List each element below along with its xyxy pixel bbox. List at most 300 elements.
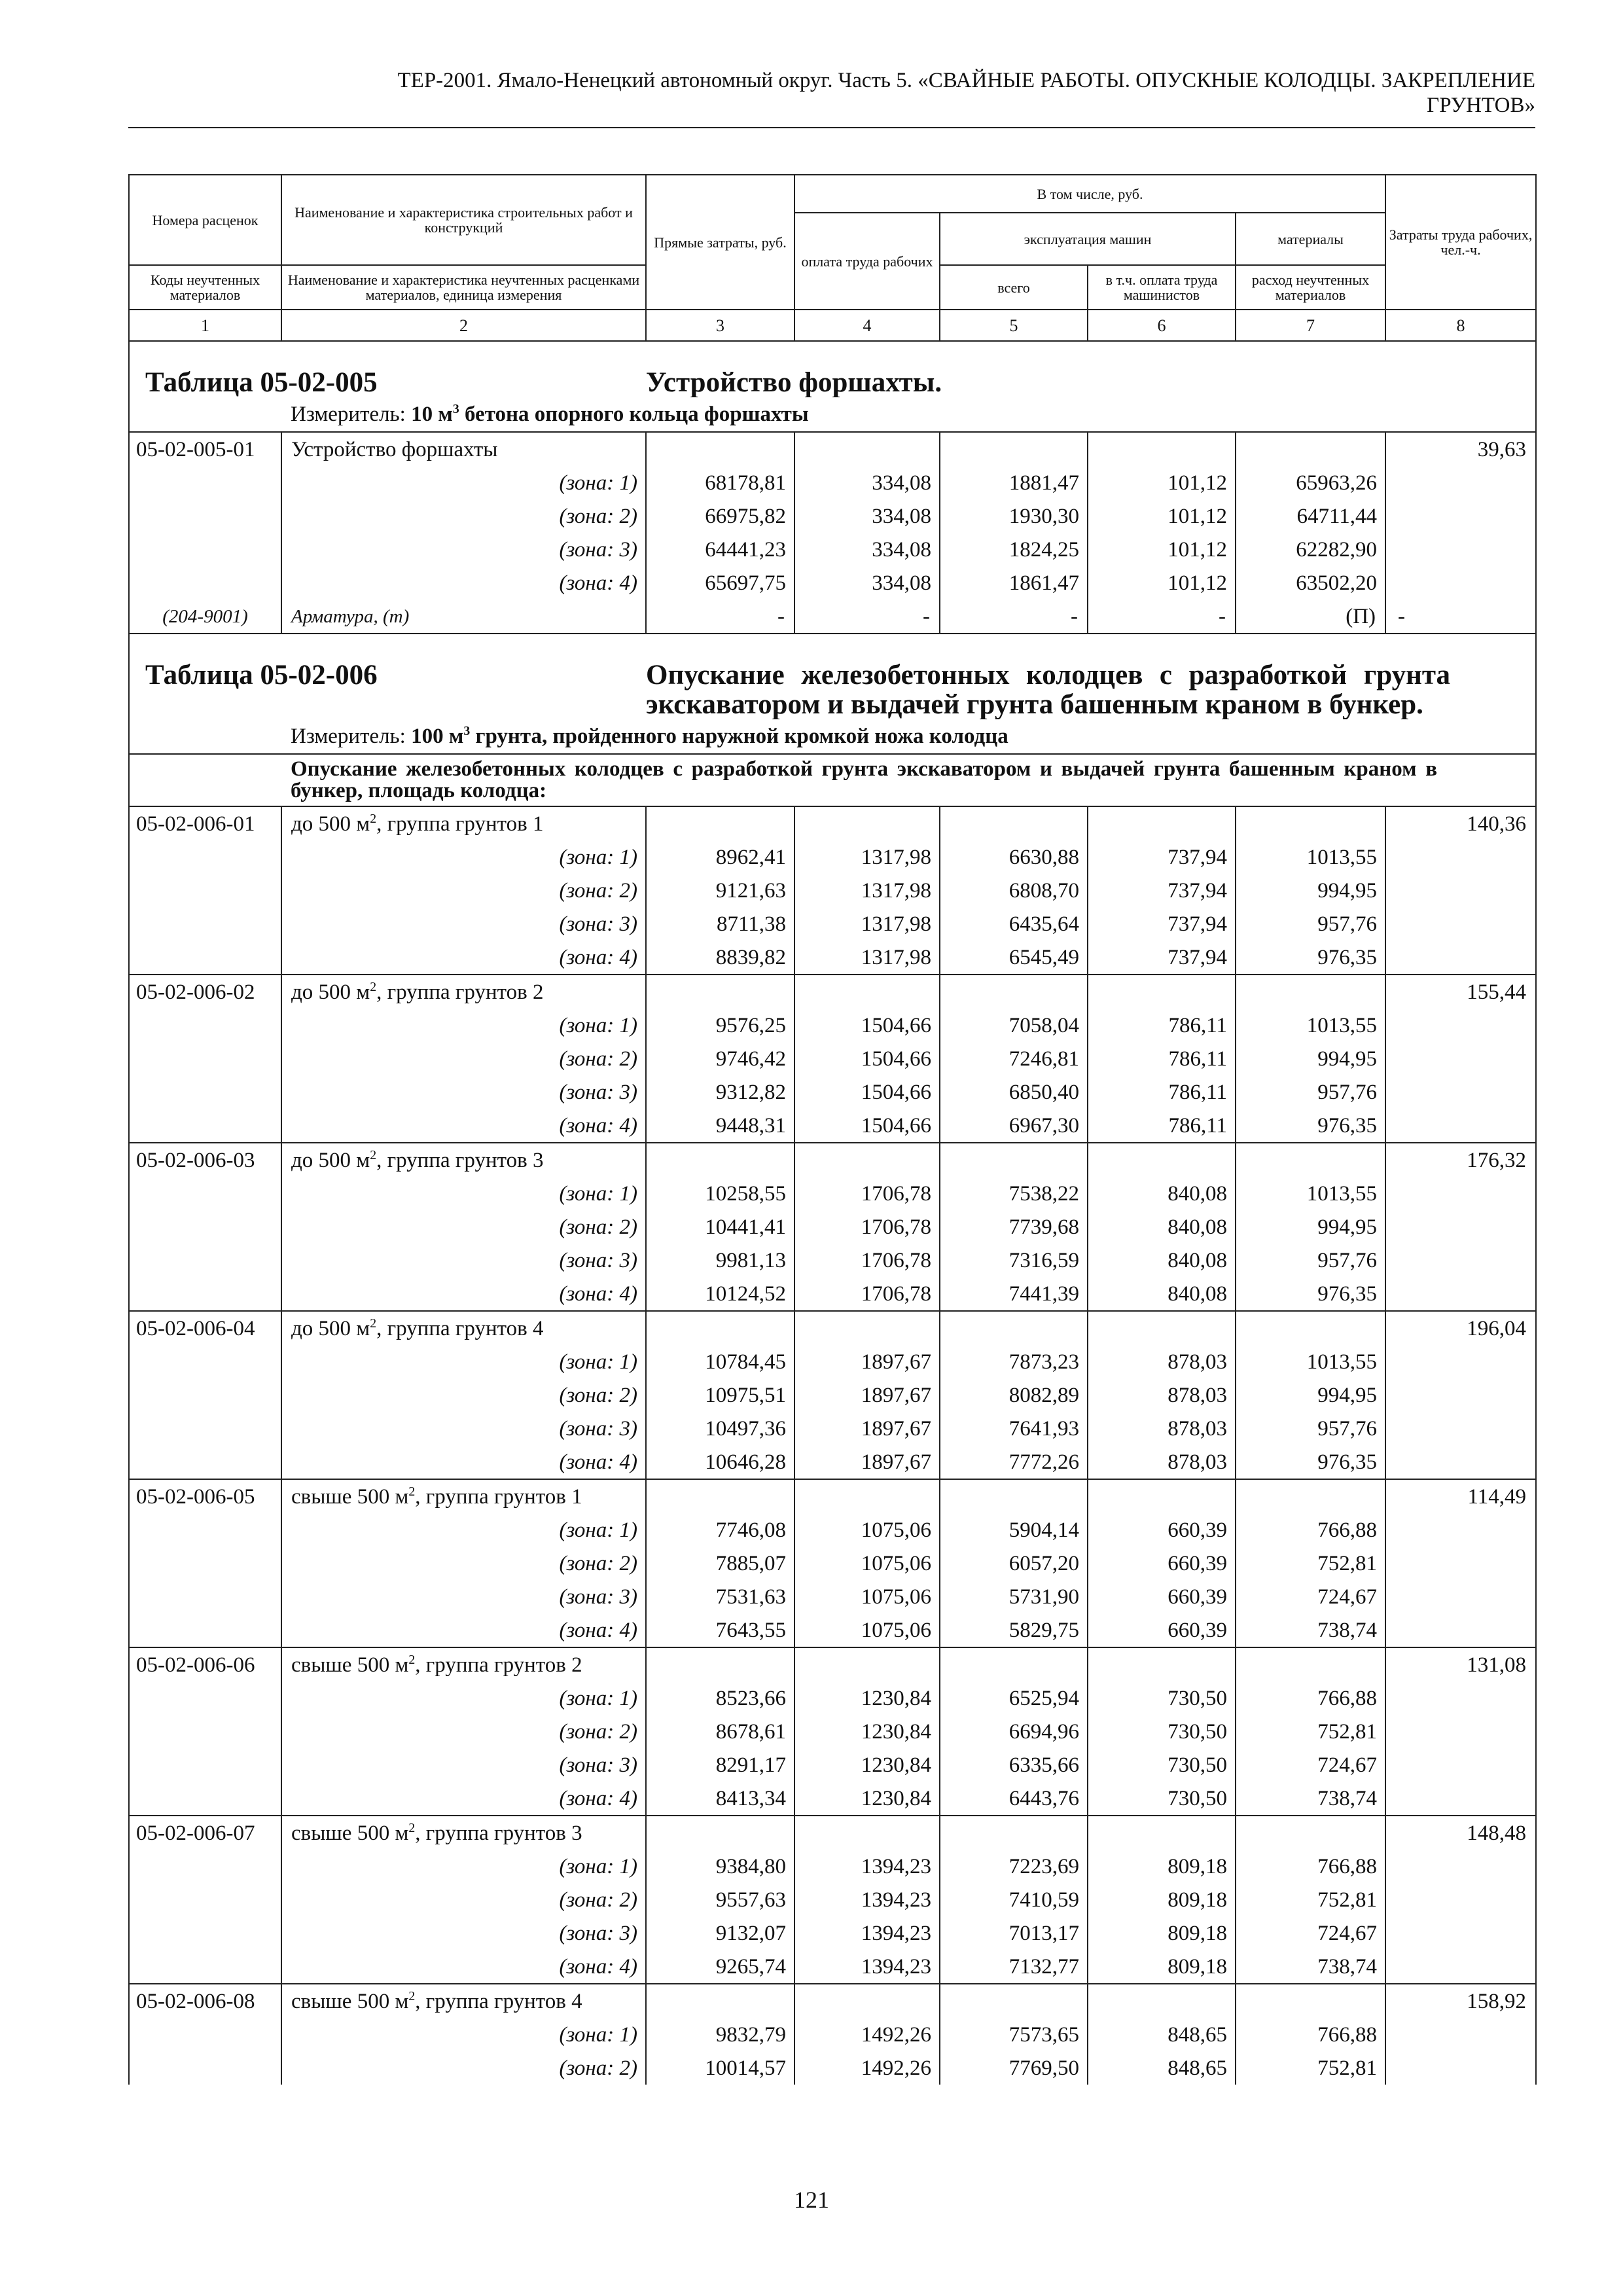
operator-wages: 809,18 [1088,1950,1236,1984]
material-labor: - [1385,600,1536,634]
worker-wages: 334,08 [794,466,940,499]
direct-cost: 64441,23 [646,533,794,566]
empty-cell [1236,806,1385,840]
worker-wages: 1504,66 [794,1009,940,1042]
item-name [281,806,646,840]
rate-code: 05-02-006-06 [129,1647,281,1681]
rate-code: 05-02-006-02 [129,975,281,1009]
materials-cost: 1013,55 [1236,1177,1385,1210]
empty-cell [129,907,281,941]
machine-cost: 1881,47 [940,466,1088,499]
empty-cell [940,1143,1088,1177]
direct-cost: 10646,28 [646,1445,794,1479]
item-name-sup: 2 [408,1652,416,1667]
machine-cost: 1861,47 [940,566,1088,600]
materials-cost: 64711,44 [1236,499,1385,533]
materials-cost: 766,88 [1236,2018,1385,2051]
empty-cell [1385,1244,1536,1277]
zone-label: (зона: 2) [281,1547,646,1580]
direct-cost: 8413,34 [646,1782,794,1816]
empty-cell [1236,1816,1385,1850]
zone-row [129,1547,1536,1580]
rate-code: 05-02-006-05 [129,1479,281,1513]
header-rule [128,127,1535,128]
empty-cell [129,2051,281,2085]
operator-wages: 101,12 [1088,533,1236,566]
empty-cell [129,1916,281,1950]
machine-cost: 7772,26 [940,1445,1088,1479]
zone-label: (зона: 2) [281,1210,646,1244]
empty-cell [1385,1277,1536,1311]
empty-cell [1236,1647,1385,1681]
direct-cost: 8523,66 [646,1681,794,1715]
zone-row [129,1513,1536,1547]
empty-cell [646,1479,794,1513]
labor-cost: 158,92 [1385,1984,1536,2018]
operator-wages: 730,50 [1088,1715,1236,1748]
zone-label: (зона: 2) [281,874,646,907]
direct-cost: 9832,79 [646,2018,794,2051]
empty-cell [129,1850,281,1883]
empty-cell [129,466,281,499]
zone-label: (зона: 3) [281,1412,646,1445]
zone-label: (зона: 1) [281,1850,646,1883]
materials-cost: 724,67 [1236,1748,1385,1782]
machine-cost: 7246,81 [940,1042,1088,1075]
zone-label: (зона: 2) [281,1378,646,1412]
materials-cost: 976,35 [1236,1277,1385,1311]
empty-cell [129,397,281,432]
item-row [129,806,1536,840]
operator-wages: 101,12 [1088,466,1236,499]
empty-cell [646,806,794,840]
item-row [129,1816,1536,1850]
operator-wages: 660,39 [1088,1613,1236,1647]
empty-cell [646,1311,794,1345]
zone-label: (зона: 2) [281,499,646,533]
empty-cell [1088,432,1236,466]
empty-cell [1385,1883,1536,1916]
operator-wages: 840,08 [1088,1177,1236,1210]
worker-wages: 1897,67 [794,1378,940,1412]
empty-cell [129,874,281,907]
worker-wages: 1706,78 [794,1177,940,1210]
empty-cell [129,566,281,600]
labor-cost: 176,32 [1385,1143,1536,1177]
zone-row [129,1210,1536,1244]
operator-wages: 809,18 [1088,1850,1236,1883]
item-row [129,1479,1536,1513]
zone-row [129,1883,1536,1916]
materials-header: материалы [1236,213,1385,265]
zone-row [129,1075,1536,1109]
worker-wages: 1897,67 [794,1345,940,1378]
machine-cost: 8082,89 [940,1378,1088,1412]
table-title: Опускание железобетонных колодцев с разработкой грунта экскаватором и выдачей грунта башенным краном в бункер. [646,634,1536,719]
empty-cell [129,1277,281,1311]
item-name-text: , группа грунтов 4 [415,1989,582,2013]
item-name-sup: 2 [408,1988,416,2003]
empty-cell [129,1378,281,1412]
direct-cost: 10014,57 [646,2051,794,2085]
empty-cell [129,1580,281,1613]
machine-cost: 6057,20 [940,1547,1088,1580]
empty-cell [129,1412,281,1445]
zone-label: (зона: 1) [281,466,646,499]
zone-row [129,1950,1536,1984]
direct-cost: 9312,82 [646,1075,794,1109]
direct-cost: 10441,41 [646,1210,794,1244]
item-name-text: Устройство форшахты [291,437,498,461]
empty-cell [1385,566,1536,600]
item-name-text: до 500 м [291,1316,370,1340]
empty-cell [1088,975,1236,1009]
operator-wages: 848,65 [1088,2018,1236,2051]
labor-cost: 114,49 [1385,1479,1536,1513]
column-number: 6 [1088,310,1236,341]
col5-header: всего [940,265,1088,310]
material-code: (204-9001) [129,600,281,634]
item-name [281,432,646,466]
materials-cost: 766,88 [1236,1850,1385,1883]
direct-cost: 7643,55 [646,1613,794,1647]
empty-cell [1385,1681,1536,1715]
empty-cell [794,1311,940,1345]
zone-row [129,1042,1536,1075]
header-row-top [129,175,1536,213]
empty-cell [129,1042,281,1075]
worker-wages: 1230,84 [794,1681,940,1715]
labor-cost: 39,63 [1385,432,1536,466]
empty-cell [646,1816,794,1850]
machine-cost: 7538,22 [940,1177,1088,1210]
item-row [129,432,1536,466]
zone-row [129,907,1536,941]
machine-cost: 6808,70 [940,874,1088,907]
zone-label: (зона: 1) [281,840,646,874]
zone-label: (зона: 1) [281,2018,646,2051]
item-row [129,1984,1536,2018]
zone-label: (зона: 3) [281,907,646,941]
machine-cost: 6335,66 [940,1748,1088,1782]
machine-cost: 5829,75 [940,1613,1088,1647]
empty-cell [1385,466,1536,499]
worker-wages: 1504,66 [794,1042,940,1075]
operator-wages: 737,94 [1088,840,1236,874]
operator-wages: 878,03 [1088,1412,1236,1445]
zone-label: (зона: 2) [281,1042,646,1075]
zone-label: (зона: 4) [281,1109,646,1143]
operator-wages: 786,11 [1088,1109,1236,1143]
worker-wages: 334,08 [794,533,940,566]
worker-wages: 1230,84 [794,1748,940,1782]
measure-unit-a: 10 м [411,402,453,426]
direct-cost: 10784,45 [646,1345,794,1378]
materials-cost: 63502,20 [1236,566,1385,600]
zone-row [129,566,1536,600]
materials-cost: 957,76 [1236,1244,1385,1277]
empty-cell [794,432,940,466]
operator-wages: 660,39 [1088,1580,1236,1613]
zone-row [129,1177,1536,1210]
empty-cell [1385,1109,1536,1143]
direct-cost: 7746,08 [646,1513,794,1547]
direct-cost: 9132,07 [646,1916,794,1950]
col7-header: расход неучтенных материалов [1236,265,1385,310]
item-row [129,1311,1536,1345]
empty-cell [129,1345,281,1378]
empty-cell [129,1009,281,1042]
operator-wages: 101,12 [1088,566,1236,600]
material-value: (П) [1236,600,1385,634]
empty-cell [129,840,281,874]
materials-cost: 65963,26 [1236,466,1385,499]
item-name-sup: 2 [408,1820,416,1835]
worker-wages: 1394,23 [794,1916,940,1950]
zone-row [129,1748,1536,1782]
empty-cell [1385,1547,1536,1580]
empty-cell [1385,1850,1536,1883]
zone-row [129,533,1536,566]
empty-cell [1385,1513,1536,1547]
empty-cell [129,1883,281,1916]
zone-label: (зона: 3) [281,1580,646,1613]
zone-row [129,2051,1536,2085]
empty-cell [1385,874,1536,907]
item-name-text: свыше 500 м [291,1989,409,2013]
empty-cell [646,975,794,1009]
empty-cell [1385,1345,1536,1378]
measure-unit-b: грунта, пройденного наружной кромкой ножа колодца [470,724,1008,748]
item-name [281,1143,646,1177]
empty-cell [1088,806,1236,840]
measure-row [129,719,1536,754]
materials-cost: 724,67 [1236,1916,1385,1950]
machine-cost: 6545,49 [940,941,1088,975]
empty-cell [1236,432,1385,466]
machine-cost: 5904,14 [940,1513,1088,1547]
empty-cell [129,1244,281,1277]
materials-cost: 752,81 [1236,1547,1385,1580]
empty-cell [129,1177,281,1210]
item-name-text: , группа грунтов 1 [415,1484,582,1509]
worker-wages: 1492,26 [794,2018,940,2051]
measure-row [129,397,1536,432]
materials-cost: 724,67 [1236,1580,1385,1613]
direct-cost: 8291,17 [646,1748,794,1782]
direct-cost: 10124,52 [646,1277,794,1311]
empty-cell [1236,1479,1385,1513]
operator-wages: 840,08 [1088,1210,1236,1244]
measure-unit-sup: 3 [463,723,471,738]
materials-cost: 976,35 [1236,1445,1385,1479]
col1-header-bottom: Коды неучтенных материалов [129,265,281,310]
worker-wages: 1492,26 [794,2051,940,2085]
zone-row [129,941,1536,975]
empty-cell [1088,1816,1236,1850]
worker-wages: 1897,67 [794,1445,940,1479]
worker-wages: 1317,98 [794,907,940,941]
zone-label: (зона: 3) [281,1244,646,1277]
operator-wages: 809,18 [1088,1883,1236,1916]
empty-cell [1236,975,1385,1009]
worker-wages: 1706,78 [794,1277,940,1311]
empty-cell [129,1513,281,1547]
empty-cell [646,432,794,466]
materials-cost: 62282,90 [1236,533,1385,566]
machine-cost: 6630,88 [940,840,1088,874]
zone-row [129,1378,1536,1412]
operator-wages: 660,39 [1088,1547,1236,1580]
item-row [129,1647,1536,1681]
materials-cost: 957,76 [1236,1412,1385,1445]
empty-cell [940,975,1088,1009]
measure-unit-sup: 3 [452,401,459,416]
direct-cost: 66975,82 [646,499,794,533]
machine-cost: 6850,40 [940,1075,1088,1109]
labor-cost: 148,48 [1385,1816,1536,1850]
column-number: 1 [129,310,281,341]
material-value: - [940,600,1088,634]
empty-cell [129,1210,281,1244]
item-name-text: , группа грунтов 1 [376,812,544,836]
operator-wages: 737,94 [1088,907,1236,941]
direct-cost: 9557,63 [646,1883,794,1916]
zone-row [129,2018,1536,2051]
item-row [129,1143,1536,1177]
rate-code: 05-02-006-08 [129,1984,281,2018]
rate-code: 05-02-006-03 [129,1143,281,1177]
empty-cell [646,1984,794,2018]
direct-cost: 10975,51 [646,1378,794,1412]
item-name-text: до 500 м [291,980,370,1004]
empty-cell [1385,1613,1536,1647]
empty-cell [129,1681,281,1715]
empty-cell [1385,1715,1536,1748]
empty-cell [794,1984,940,2018]
machine-cost: 7573,65 [940,2018,1088,2051]
item-name-text: свыше 500 м [291,1821,409,1845]
zone-label: (зона: 4) [281,1445,646,1479]
rates-table [128,174,1537,2085]
materials-cost: 738,74 [1236,1950,1385,1984]
empty-cell [129,499,281,533]
operator-wages: 737,94 [1088,874,1236,907]
empty-cell [940,1816,1088,1850]
materials-cost: 738,74 [1236,1613,1385,1647]
zone-row [129,1277,1536,1311]
machine-cost: 7132,77 [940,1950,1088,1984]
empty-cell [1385,1916,1536,1950]
empty-cell [129,1950,281,1984]
zone-row [129,1580,1536,1613]
empty-cell [1385,1210,1536,1244]
empty-cell [940,432,1088,466]
labor-cost: 196,04 [1385,1311,1536,1345]
worker-wages: 1504,66 [794,1109,940,1143]
direct-cost: 8839,82 [646,941,794,975]
empty-cell [1385,1782,1536,1816]
empty-cell [1385,1009,1536,1042]
empty-cell [1236,1311,1385,1345]
header-line-2: ГРУНТОВ» [1427,94,1535,117]
page-number: 121 [794,2187,829,2213]
worker-wages: 1504,66 [794,1075,940,1109]
empty-cell [129,1547,281,1580]
machine-cost: 7013,17 [940,1916,1088,1950]
empty-cell [129,941,281,975]
table-005-body [129,341,1536,634]
item-name [281,1984,646,2018]
empty-cell [1385,907,1536,941]
measure-text [281,397,1536,432]
machine-cost: 7410,59 [940,1883,1088,1916]
empty-cell [794,1816,940,1850]
machine-cost: 6967,30 [940,1109,1088,1143]
item-name-text: свыше 500 м [291,1484,409,1509]
empty-cell [1088,1143,1236,1177]
operator-wages: 786,11 [1088,1009,1236,1042]
operator-wages: 101,12 [1088,499,1236,533]
measure-text [281,719,1536,754]
item-name-sup: 2 [370,979,377,994]
worker-wages: 1230,84 [794,1782,940,1816]
zone-row [129,1412,1536,1445]
zone-label: (зона: 4) [281,566,646,600]
item-name-text: до 500 м [291,812,370,836]
item-name-text: до 500 м [291,1148,370,1172]
empty-cell [1385,1177,1536,1210]
worker-wages: 1075,06 [794,1547,940,1580]
zone-label: (зона: 2) [281,1883,646,1916]
zone-label: (зона: 1) [281,1681,646,1715]
machine-cost: 7441,39 [940,1277,1088,1311]
empty-cell [1385,1445,1536,1479]
empty-cell [794,975,940,1009]
empty-cell [129,1109,281,1143]
material-value: - [646,600,794,634]
worker-wages: 1075,06 [794,1580,940,1613]
machines-header: эксплуатация машин [940,213,1236,265]
zone-row [129,1345,1536,1378]
operator-wages: 878,03 [1088,1378,1236,1412]
zone-row [129,1850,1536,1883]
measure-prefix: Измеритель: [291,724,406,748]
operator-wages: 660,39 [1088,1513,1236,1547]
table-title: Устройство форшахты. [646,341,1536,397]
empty-cell [940,1984,1088,2018]
labor-cost: 140,36 [1385,806,1536,840]
column-number: 2 [281,310,646,341]
materials-cost: 1013,55 [1236,840,1385,874]
worker-wages: 334,08 [794,566,940,600]
direct-cost: 9121,63 [646,874,794,907]
zone-label: (зона: 3) [281,533,646,566]
rate-code: 05-02-006-07 [129,1816,281,1850]
empty-cell [129,1445,281,1479]
empty-cell [1385,1412,1536,1445]
group-title: Опускание железобетонных колодцев с разработкой грунта экскаватором и выдачей грунта башенным краном в бункер, площадь колодца: [281,754,1536,806]
materials-cost: 994,95 [1236,1210,1385,1244]
operator-wages: 809,18 [1088,1916,1236,1950]
material-name: Арматура, (т) [281,600,646,634]
zone-label: (зона: 2) [281,1715,646,1748]
worker-wages: 1075,06 [794,1613,940,1647]
zone-label: (зона: 3) [281,1075,646,1109]
zone-row [129,499,1536,533]
empty-cell [129,719,281,754]
rate-code: 05-02-005-01 [129,432,281,466]
